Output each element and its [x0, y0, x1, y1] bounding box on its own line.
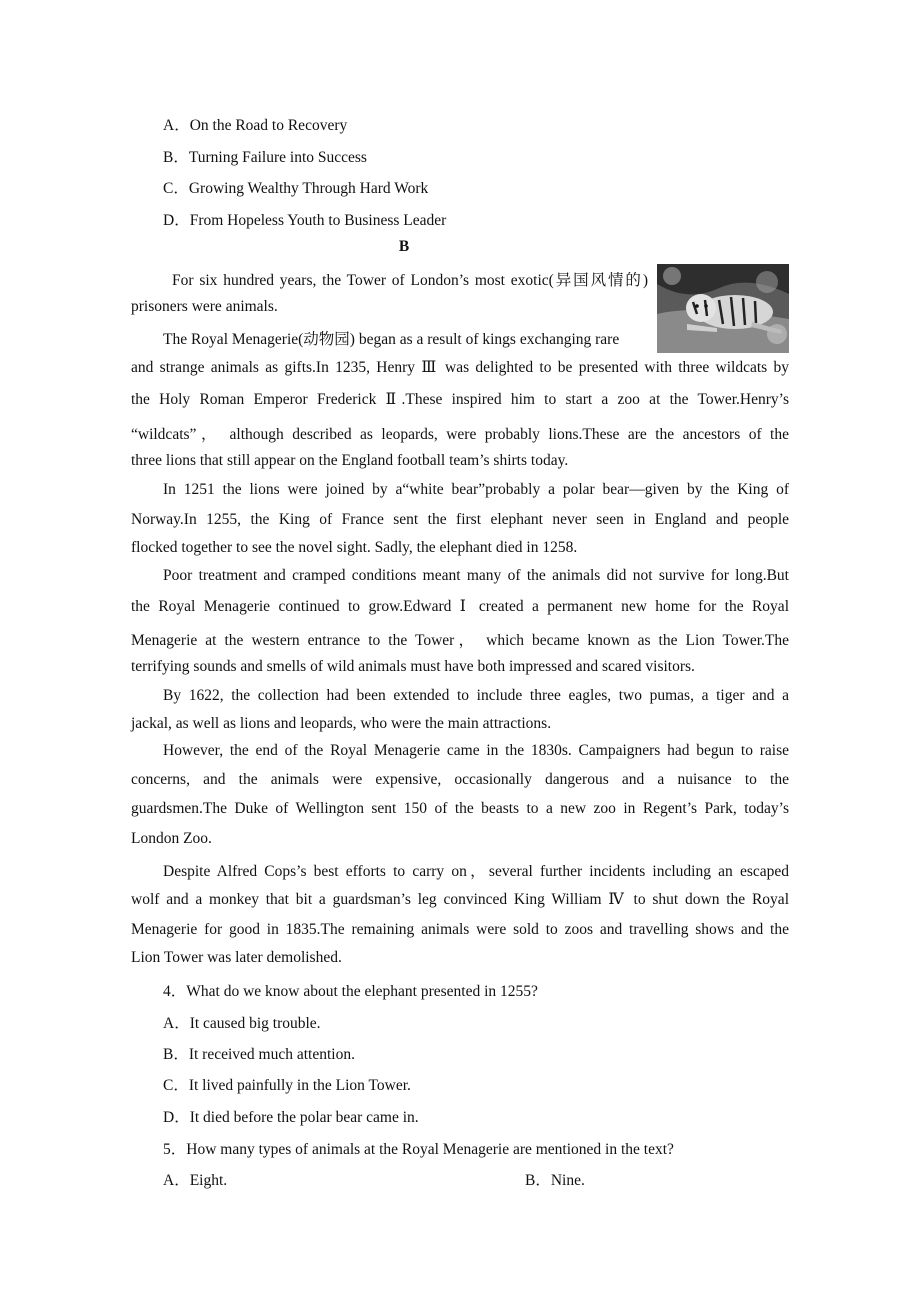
q3-option-a: A．On the Road to Recovery — [163, 117, 348, 134]
passage-line: For six hundred years, the Tower of London’s most exotic(异国风情的) — [172, 272, 648, 289]
q4-option-d: D．It died before the polar bear came in. — [163, 1109, 419, 1126]
section-heading: B — [398, 238, 410, 255]
passage-line: prisoners were animals. — [131, 298, 278, 315]
passage-line: Poor treatment and cramped conditions meant many of the animals did not survive for long.But — [163, 567, 789, 584]
passage-line: the Holy Roman Emperor Frederick Ⅱ.These inspired him to start a zoo at the Tower.Henry’s — [131, 391, 789, 408]
tiger-photo — [657, 264, 789, 353]
passage-line: In 1251 the lions were joined by a“white bear”probably a polar bear—given by the King of — [163, 481, 789, 498]
q5-option-a: A．Eight. — [163, 1172, 228, 1189]
q4-option-c: C．It lived painfully in the Lion Tower. — [163, 1077, 411, 1094]
q5-stem: 5．How many types of animals at the Royal Menagerie are mentioned in the text? — [163, 1141, 674, 1158]
q5-option-b: B．Nine. — [525, 1172, 585, 1189]
q4-stem: 4．What do we know about the elephant presented in 1255? — [163, 983, 538, 1000]
passage-line: London Zoo. — [131, 830, 212, 847]
passage-line: Despite Alfred Cops’s best efforts to carry on，several further incidents including an escaped — [163, 863, 789, 880]
passage-line: concerns, and the animals were expensive, occasionally dangerous and a nuisance to the — [131, 771, 789, 788]
passage-line: The Royal Menagerie(动物园) began as a result of kings exchanging rare — [163, 331, 620, 348]
q3-option-c: C．Growing Wealthy Through Hard Work — [163, 180, 429, 197]
passage-line: Lion Tower was later demolished. — [131, 949, 342, 966]
passage-line: Norway.In 1255, the King of France sent the first elephant never seen in England and people — [131, 511, 789, 528]
q4-option-a: A．It caused big trouble. — [163, 1015, 321, 1032]
passage-line: However, the end of the Royal Menagerie came in the 1830s. Campaigners had begun to raise — [163, 742, 789, 759]
q3-option-b: B．Turning Failure into Success — [163, 149, 367, 166]
q4-option-b: B．It received much attention. — [163, 1046, 355, 1063]
passage-line: flocked together to see the novel sight. Sadly, the elephant died in 1258. — [131, 539, 578, 556]
passage-line: By 1622, the collection had been extended to include three eagles, two pumas, a tiger and a — [163, 687, 789, 704]
passage-line: terrifying sounds and smells of wild animals must have both impressed and scared visitors. — [131, 658, 695, 675]
passage-line: and strange animals as gifts.In 1235, Henry Ⅲ was delighted to be presented with three wildcats by — [131, 359, 789, 376]
q3-option-d: D．From Hopeless Youth to Business Leader — [163, 212, 447, 229]
passage-line: Menagerie for good in 1835.The remaining animals were sold to zoos and travelling shows and the — [131, 921, 789, 938]
passage-line: wolf and a monkey that bit a guardsman’s leg convinced King William Ⅳ to shut down the Royal — [131, 891, 789, 908]
passage-line: the Royal Menagerie continued to grow.Edward Ⅰ created a permanent new home for the Royal — [131, 598, 789, 615]
passage-line: three lions that still appear on the England football team’s shirts today. — [131, 452, 569, 469]
passage-line: Menagerie at the western entrance to the Tower， which became known as the Lion Tower.The — [131, 632, 789, 649]
passage-line: guardsmen.The Duke of Wellington sent 150 of the beasts to a new zoo in Regent’s Park, today’s — [131, 800, 789, 817]
passage-line: “wildcats”， although described as leopards, were probably lions.These are the ancestors of the — [131, 426, 789, 443]
passage-line: jackal, as well as lions and leopards, who were the main attractions. — [131, 715, 552, 732]
